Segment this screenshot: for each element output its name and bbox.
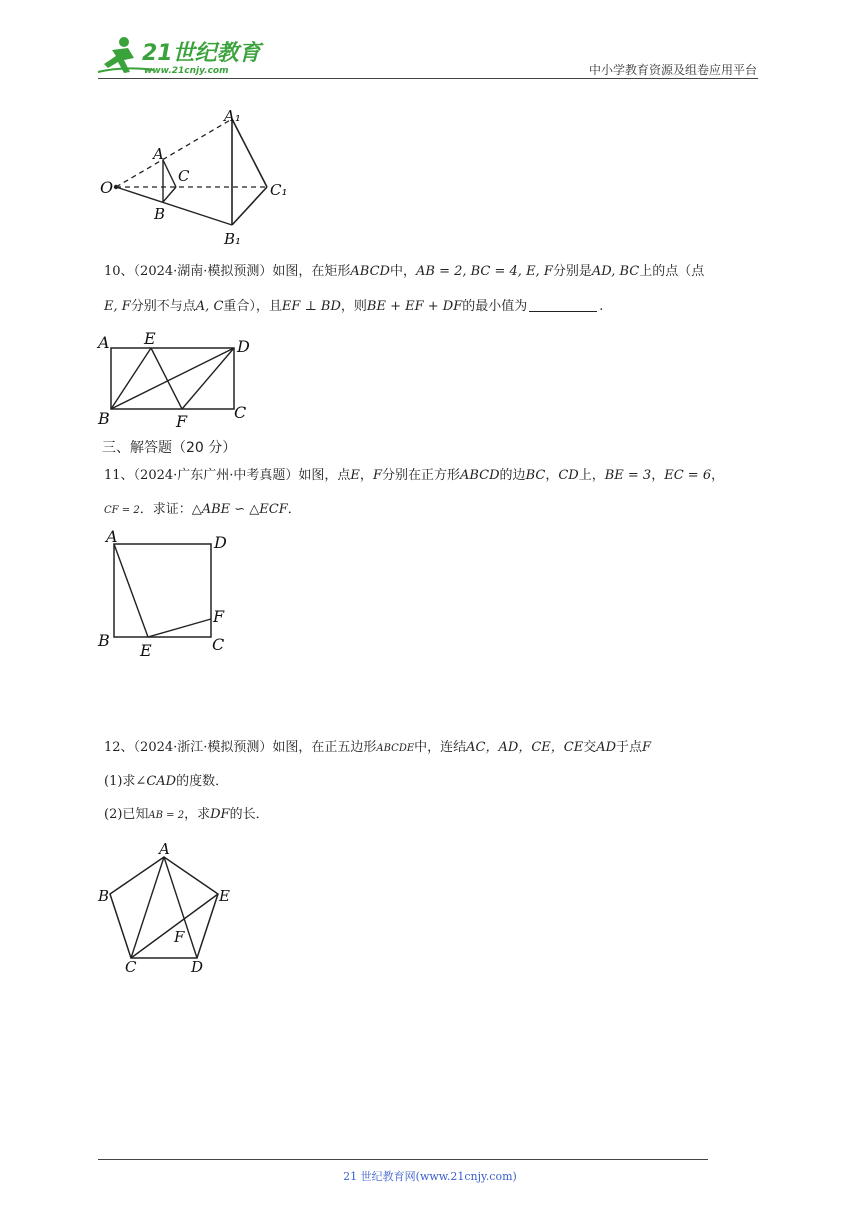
label-a: A [98,333,110,352]
label-c1: C₁ [270,181,288,199]
label-b: B [98,887,110,905]
label-e: E [219,887,230,905]
label-d: D [237,337,250,356]
footer-divider [98,1159,708,1160]
label-f: F [213,607,225,626]
site-logo [94,30,264,80]
logo-title: 21世纪教育 [142,41,261,66]
answer-blank[interactable] [529,297,597,312]
label-d: D [214,533,227,552]
q12-part2: (2)已知AB = 2，求DF的长． [104,807,269,822]
logo-url: www.21cnjy.com [144,66,229,76]
q12-line1: 12、（2024·浙江·模拟预测）如图，在正五边形ABCDE中，连结AC，AD，CE，CE交AD于点F [104,740,652,755]
q11-line1: 11、（2024·广东广州·中考真题）如图，点E，F分别在正方形ABCD的边BC，CD上，BE = 3，EC = 6， [104,468,725,483]
q11-line2: CF = 2．求证：△ABE ∽ △ECF． [104,502,301,517]
label-a: A [153,145,164,163]
q10-line2: E, F分别不与点A, C重合），且EF ⊥ BD，则BE + EF + DF的最小值为 . [104,299,604,314]
footer-site-link[interactable]: 21 世纪教育网(www.21cnjy.com) [343,1170,517,1183]
label-e: E [144,329,156,348]
label-c: C [178,167,190,185]
figure-pyramid [96,105,296,250]
header-platform-name: 中小学教育资源及组卷应用平台 [588,63,757,77]
q10-line1: 10、（2024·湖南·模拟预测）如图，在矩形ABCD中，AB = 2, BC = 4, E, F分别是AD, BC上的点（点 [104,264,705,279]
label-d: D [191,958,204,976]
label-b1: B₁ [224,230,242,248]
label-f: F [174,928,185,946]
label-a1: A₁ [224,107,241,125]
label-a: A [106,527,118,546]
label-b: B [98,409,110,428]
label-e: E [140,641,152,660]
figure-rectangle [96,328,256,430]
section-title: 三、解答题（20 分） [102,440,237,456]
label-c: C [234,403,247,422]
label-b: B [154,205,166,223]
label-c: C [212,635,225,654]
figure-pentagon [96,838,246,978]
label-o: O [100,178,114,197]
q12-part1: (1)求∠CAD的度数． [104,774,229,789]
label-f: F [176,412,188,431]
label-b: B [98,631,110,650]
header-divider [98,78,758,79]
label-c: C [125,958,137,976]
label-a: A [159,840,170,858]
figure-square [96,526,236,660]
